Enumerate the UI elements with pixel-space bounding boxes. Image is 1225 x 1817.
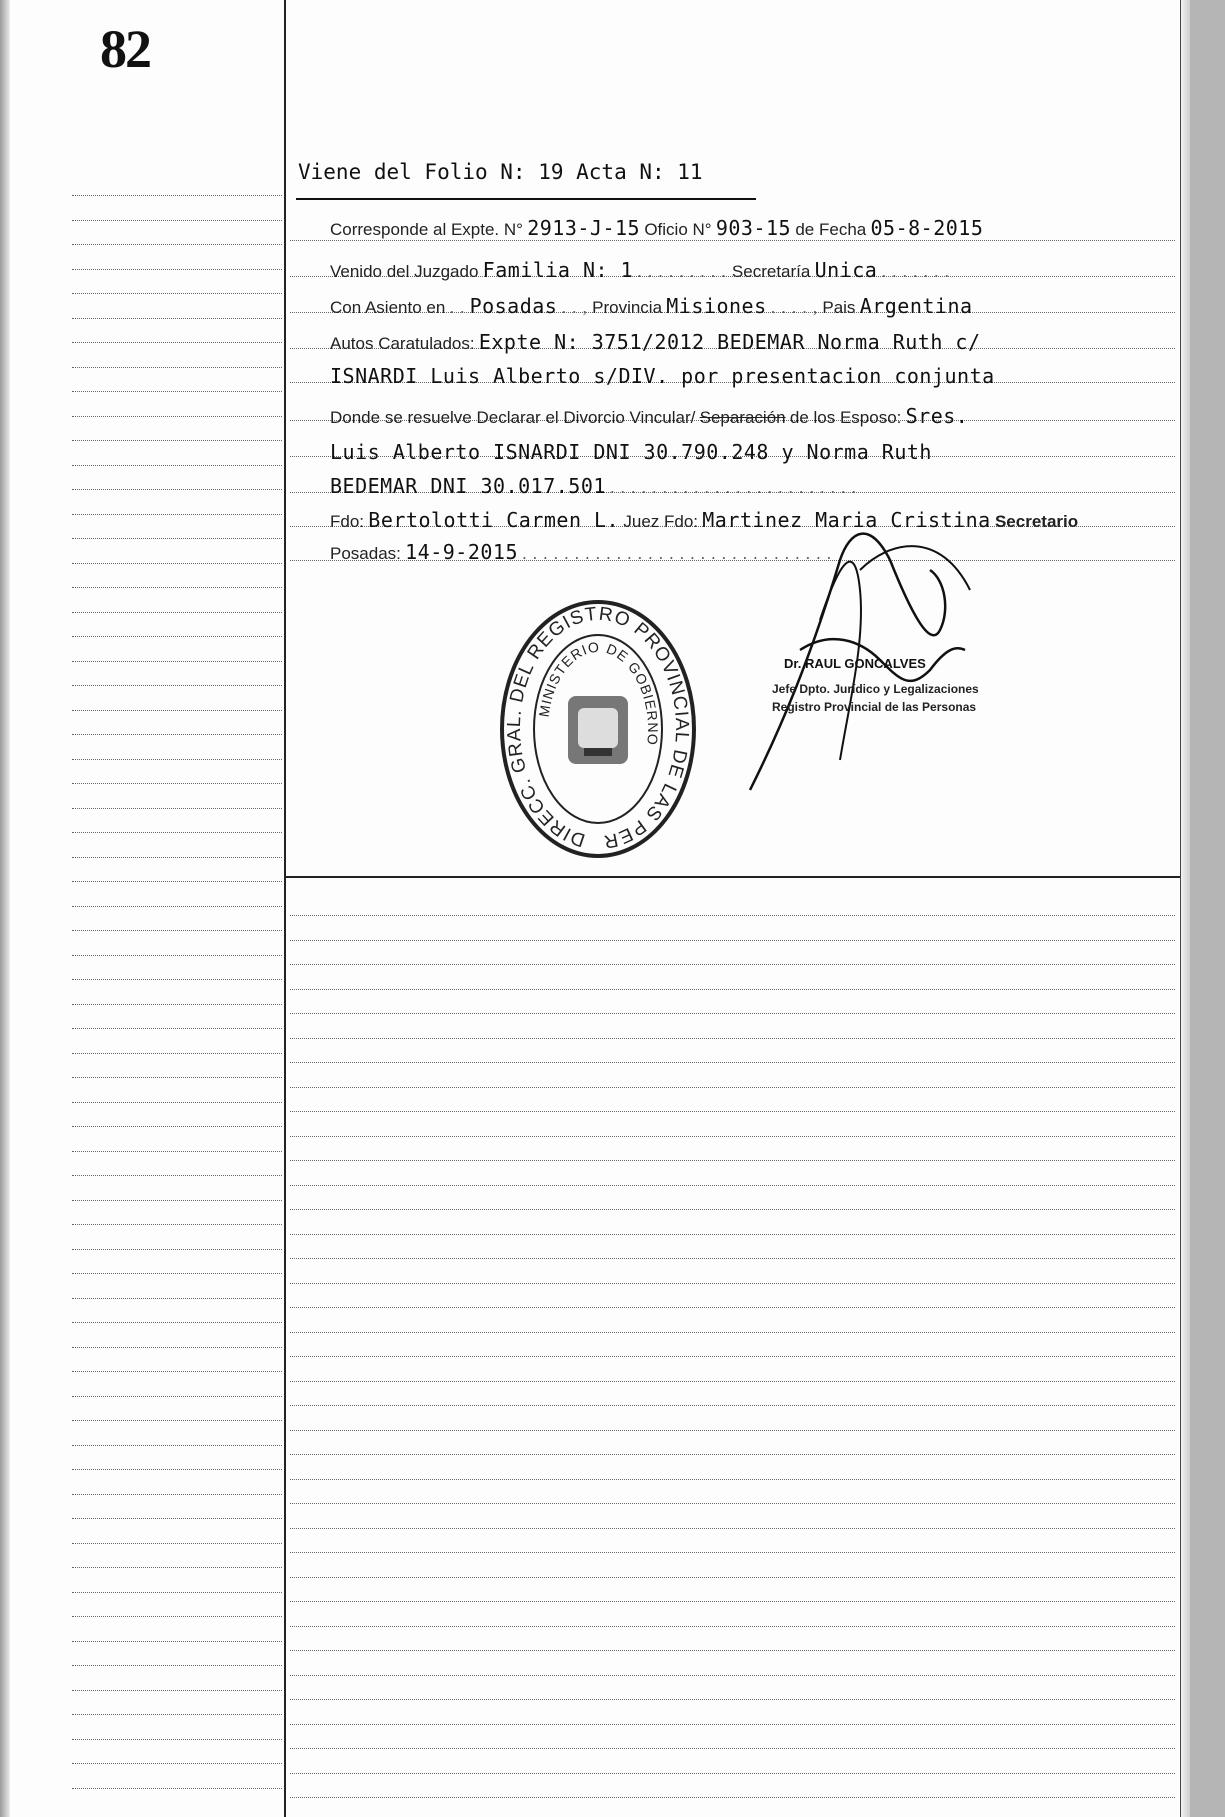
ruled-line bbox=[72, 636, 282, 637]
ruled-line bbox=[72, 832, 282, 833]
ruled-line bbox=[72, 220, 282, 221]
ruled-line bbox=[72, 1420, 282, 1421]
form-line-esposos-1 bbox=[330, 440, 932, 464]
ruled-line bbox=[72, 1347, 282, 1348]
ruled-line bbox=[290, 1503, 1175, 1504]
value-secretario: Martinez Maria Cristina bbox=[702, 508, 991, 532]
ruled-line bbox=[72, 1028, 282, 1029]
ruled-line bbox=[72, 1763, 282, 1764]
label-asiento: Con Asiento en bbox=[330, 298, 446, 317]
ruled-line bbox=[290, 1013, 1175, 1014]
ruled-line bbox=[72, 293, 282, 294]
ruled-line bbox=[72, 244, 282, 245]
ruled-line bbox=[72, 906, 282, 907]
ruled-line bbox=[72, 1298, 282, 1299]
ruled-line bbox=[72, 661, 282, 662]
ruled-line bbox=[290, 1748, 1175, 1749]
ruled-line bbox=[290, 1307, 1175, 1308]
seal-outer-text: DIRECC. GRAL. DEL REGISTRO PROVINCIAL DE LAS PER bbox=[503, 603, 693, 852]
ruled-line bbox=[72, 416, 282, 417]
label-oficio: Oficio N° bbox=[644, 220, 712, 239]
ruled-line bbox=[72, 1494, 282, 1495]
label-pais: Pais bbox=[822, 298, 856, 317]
handwritten-signature bbox=[740, 500, 980, 800]
ruled-line bbox=[72, 538, 282, 539]
ruled-line bbox=[72, 1592, 282, 1593]
heading-handwritten: Viene del Folio N: 19 Acta N: 11 bbox=[298, 160, 703, 184]
ruled-line bbox=[72, 1788, 282, 1789]
value-esposos-names-cont: BEDEMAR DNI 30.017.501 bbox=[330, 474, 606, 498]
value-oficio: 903-15 bbox=[715, 216, 792, 240]
ruled-line bbox=[72, 1469, 282, 1470]
label-fdo: Fdo: bbox=[330, 512, 365, 531]
ruled-line bbox=[290, 1797, 1175, 1798]
ruled-line bbox=[290, 1332, 1175, 1333]
dot-leader: . . , bbox=[561, 298, 588, 317]
ruled-line bbox=[72, 783, 282, 784]
ruled-line bbox=[72, 1714, 282, 1715]
ruled-line bbox=[290, 915, 1175, 916]
ruled-line bbox=[290, 964, 1175, 965]
ruled-line bbox=[290, 1528, 1175, 1529]
ruled-line bbox=[290, 1773, 1175, 1774]
form-line-asiento bbox=[330, 294, 973, 318]
ruled-line bbox=[72, 318, 282, 319]
ruled-line bbox=[290, 1381, 1175, 1382]
ruled-line bbox=[72, 1567, 282, 1568]
ruled-line bbox=[290, 1405, 1175, 1406]
ruled-line bbox=[290, 1552, 1175, 1553]
right-margin-rule bbox=[1180, 0, 1181, 1817]
ruled-line bbox=[72, 563, 282, 564]
dot-leader: . . bbox=[449, 298, 466, 317]
ruled-line bbox=[72, 1053, 282, 1054]
label-secretaria: Secretaría bbox=[731, 262, 811, 281]
ruled-line bbox=[72, 1322, 282, 1323]
ruled-line bbox=[72, 1224, 282, 1225]
value-autos: Expte N: 3751/2012 BEDEMAR Norma Ruth c/ bbox=[478, 330, 981, 354]
signatory-role: Jefe Dpto. Jurídico y Legalizaciones bbox=[772, 682, 979, 696]
page-number: 82 bbox=[100, 19, 150, 79]
ruled-line bbox=[72, 1126, 282, 1127]
value-expediente: 2913-J-15 bbox=[527, 216, 641, 240]
value-pais: Argentina bbox=[859, 294, 973, 318]
label-provincia: Provincia bbox=[592, 298, 663, 317]
ruled-line bbox=[290, 1136, 1175, 1137]
ruled-line bbox=[72, 1396, 282, 1397]
ruled-line bbox=[72, 1371, 282, 1372]
ruled-line bbox=[290, 1479, 1175, 1480]
label-esposos: de los Esposo: bbox=[789, 408, 902, 427]
coat-of-arms-icon bbox=[568, 696, 628, 764]
ruled-line bbox=[72, 1739, 282, 1740]
seal-graphic bbox=[498, 598, 698, 860]
value-secretaria: Unica bbox=[814, 258, 878, 282]
dot-leader: . . . . . . . . . . . . . . . . . . . . . . . . . . . . . . bbox=[522, 544, 833, 563]
ruled-line bbox=[290, 1577, 1175, 1578]
value-esposos-names: Luis Alberto ISNARDI DNI 30.790.248 y Norma Ruth bbox=[330, 440, 932, 464]
ruled-line bbox=[72, 1543, 282, 1544]
ruled-line bbox=[290, 1234, 1175, 1235]
form-line-juzgado bbox=[330, 258, 950, 282]
form-line-resuelve bbox=[330, 404, 968, 428]
page-edge-left bbox=[0, 0, 10, 1817]
signature-scribble bbox=[740, 500, 980, 800]
ruled-line bbox=[72, 1616, 282, 1617]
ruled-line bbox=[72, 979, 282, 980]
ruled-line bbox=[290, 1087, 1175, 1088]
ruled-line bbox=[290, 1601, 1175, 1602]
ruled-line bbox=[290, 1430, 1175, 1431]
ruled-line bbox=[290, 1356, 1175, 1357]
form-line-autos-cont bbox=[330, 364, 995, 388]
ruled-line bbox=[72, 1004, 282, 1005]
ruled-line bbox=[290, 1724, 1175, 1725]
ruled-line bbox=[72, 514, 282, 515]
ruled-line bbox=[72, 342, 282, 343]
ruled-line bbox=[290, 1699, 1175, 1700]
ruled-line bbox=[290, 1038, 1175, 1039]
ruled-line bbox=[72, 391, 282, 392]
ruled-line bbox=[72, 1102, 282, 1103]
dot-leader: . . . . . . . . . . . . . . . . . . . . . . . . bbox=[610, 478, 857, 497]
ruled-line bbox=[290, 1062, 1175, 1063]
ruled-line bbox=[72, 1200, 282, 1201]
ruled-line bbox=[290, 989, 1175, 990]
ruled-line bbox=[72, 808, 282, 809]
ruled-line bbox=[72, 1249, 282, 1250]
ruled-line bbox=[72, 734, 282, 735]
ruled-line bbox=[72, 1665, 282, 1666]
ruled-line bbox=[290, 1675, 1175, 1676]
dot-leader: . . . . , bbox=[770, 298, 819, 317]
ruled-line bbox=[72, 269, 282, 270]
ruled-line bbox=[72, 612, 282, 613]
ruled-line bbox=[72, 710, 282, 711]
ruled-line bbox=[290, 1626, 1175, 1627]
ruled-line bbox=[290, 940, 1175, 941]
margin-rule bbox=[284, 0, 286, 1817]
label-autos: Autos Caratulados: bbox=[330, 334, 475, 353]
ruled-line bbox=[72, 195, 282, 196]
value-juez: Bertolotti Carmen L. bbox=[368, 508, 620, 532]
official-seal bbox=[498, 598, 698, 860]
dot-leader: . . . . . . . . . bbox=[637, 262, 732, 281]
signatory-org: Registro Provincial de las Personas bbox=[772, 700, 977, 714]
ruled-line bbox=[72, 440, 282, 441]
ruled-line bbox=[72, 857, 282, 858]
value-autos-continued: ISNARDI Luis Alberto s/DIV. por presentacion conjunta bbox=[330, 364, 995, 388]
signatory-name: Dr. RAUL GONCALVES bbox=[784, 656, 926, 671]
label-secretario: Secretario bbox=[994, 512, 1079, 531]
ruled-line bbox=[72, 881, 282, 882]
ruled-line bbox=[72, 1690, 282, 1691]
label-juzgado: Venido del Juzgado bbox=[330, 262, 479, 281]
ruled-line bbox=[72, 587, 282, 588]
label-fecha: de Fecha bbox=[795, 220, 867, 239]
ruled-line bbox=[72, 955, 282, 956]
ruled-line bbox=[290, 1650, 1175, 1651]
value-fecha: 05-8-2015 bbox=[870, 216, 984, 240]
ruled-line bbox=[72, 1445, 282, 1446]
ruled-line bbox=[72, 1518, 282, 1519]
ruled-line bbox=[72, 759, 282, 760]
ruled-line bbox=[290, 1185, 1175, 1186]
value-provincia: Misiones bbox=[666, 294, 767, 318]
heading-underline bbox=[296, 198, 756, 200]
dot-leader: . . . . . . . bbox=[881, 262, 950, 281]
ruled-line bbox=[290, 1258, 1175, 1259]
label-resuelve: Donde se resuelve Declarar el Divorcio Vincular/ bbox=[330, 408, 696, 427]
ruled-line bbox=[72, 489, 282, 490]
ruled-line bbox=[290, 1111, 1175, 1112]
ruled-line bbox=[72, 1175, 282, 1176]
ruled-line bbox=[290, 1454, 1175, 1455]
label-juez-fdo: Juez Fdo: bbox=[623, 512, 699, 531]
form-line-expediente bbox=[330, 216, 983, 240]
label-expediente: Corresponde al Expte. N° bbox=[330, 220, 523, 239]
entry-separator bbox=[286, 876, 1180, 878]
label-separacion-struck: Separación bbox=[699, 408, 786, 427]
ruled-line bbox=[72, 465, 282, 466]
seal-inner-text: MINISTERIO DE GOBIERNO bbox=[535, 638, 662, 747]
book-edge bbox=[1190, 0, 1225, 1817]
form-line-esposos-2 bbox=[330, 474, 857, 498]
label-posadas: Posadas: bbox=[330, 544, 401, 563]
form-line-autos bbox=[330, 330, 980, 354]
ruled-line bbox=[290, 240, 1175, 241]
ruled-line bbox=[290, 1209, 1175, 1210]
page-edge-right bbox=[1180, 0, 1190, 1817]
value-esposos: Sres. bbox=[905, 404, 969, 428]
ruled-line bbox=[290, 1283, 1175, 1284]
ruled-line bbox=[72, 1077, 282, 1078]
ruled-line bbox=[290, 1160, 1175, 1161]
ruled-line bbox=[72, 930, 282, 931]
ruled-line bbox=[72, 685, 282, 686]
value-juzgado: Familia N: 1 bbox=[482, 258, 634, 282]
ruled-line bbox=[72, 1273, 282, 1274]
value-posadas-fecha: 14-9-2015 bbox=[405, 540, 519, 564]
ruled-line bbox=[72, 1151, 282, 1152]
ruled-line bbox=[72, 1641, 282, 1642]
ruled-line bbox=[72, 367, 282, 368]
value-asiento: Posadas bbox=[469, 294, 558, 318]
